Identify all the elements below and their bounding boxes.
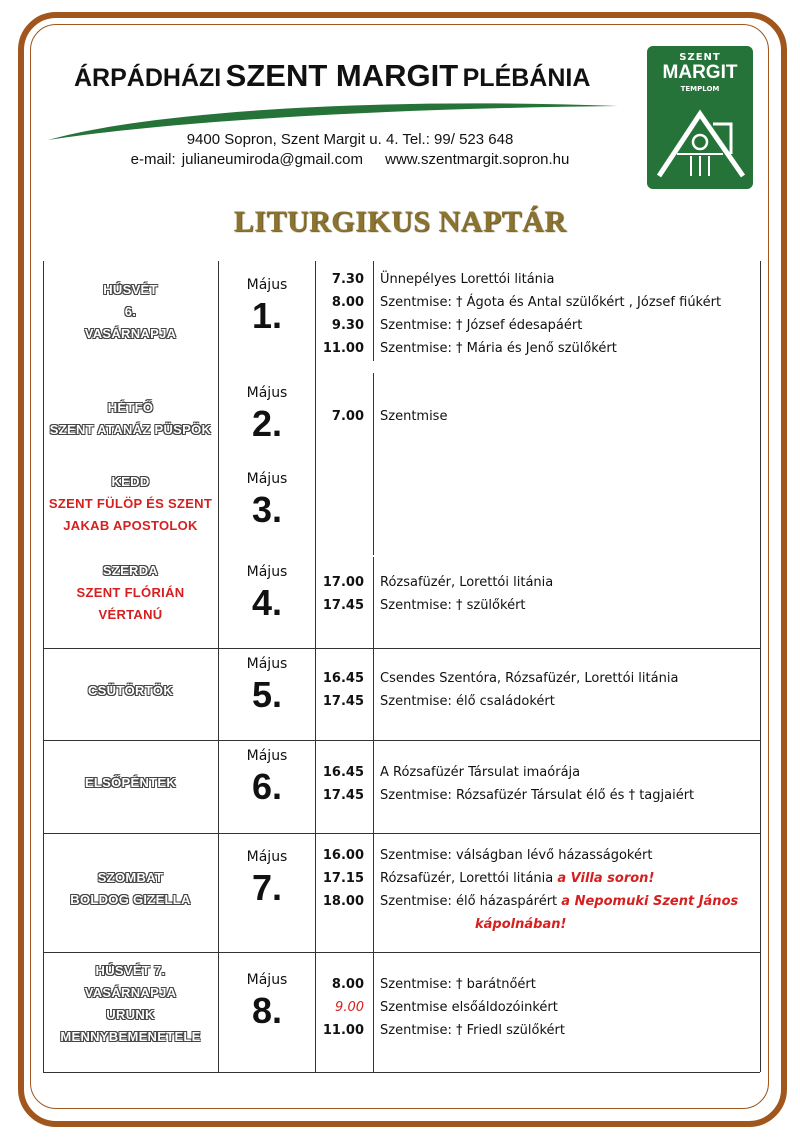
day-label-line: HÚSVÉT 7. — [95, 963, 166, 978]
day-label-line: VASÁRNAPJA — [84, 326, 177, 341]
event-time: 8.00 — [331, 295, 364, 310]
event-line — [315, 845, 760, 867]
table-rule — [43, 833, 760, 834]
event-desc — [380, 269, 760, 291]
event-line — [315, 292, 760, 314]
website: www.szentmargit.sopron.hu — [385, 151, 570, 168]
event-desc — [380, 595, 760, 617]
event-desc-text: Ünnepélyes Lorettói litánia — [380, 272, 555, 287]
event-line — [315, 868, 760, 890]
table-rule — [43, 1072, 760, 1073]
event-line — [315, 269, 760, 291]
day-label-line: URUNK — [106, 1007, 155, 1022]
event-line — [315, 974, 760, 996]
event-line — [315, 785, 760, 807]
day-label-line: HÉTFŐ — [107, 400, 154, 415]
date-number: 5. — [251, 674, 283, 715]
event-time: 16.00 — [322, 848, 364, 863]
event-desc-text: Csendes Szentóra, Rózsafüzér, Lorettói litánia — [380, 671, 679, 686]
table-rule — [373, 373, 374, 555]
email: e-mail: julianeumiroda@gmail.com — [130, 151, 363, 168]
table-rule — [43, 261, 44, 1072]
event-time: 8.00 — [331, 977, 364, 992]
event-line — [315, 338, 760, 360]
table-rule — [43, 648, 760, 649]
parish-title — [74, 58, 614, 94]
event-desc — [380, 292, 760, 314]
table-rule — [760, 261, 761, 1072]
event-line — [315, 914, 760, 936]
month-label: Május — [246, 471, 288, 487]
event-desc — [380, 997, 760, 1019]
event-time: 16.45 — [322, 671, 364, 686]
event-desc — [380, 785, 760, 807]
event-line — [315, 891, 760, 913]
calendar-table — [43, 261, 760, 1072]
event-time: 17.45 — [322, 598, 364, 613]
table-rule — [43, 952, 760, 953]
event-line — [315, 668, 760, 690]
day-label-line: BOLDOG GIZELLA — [70, 892, 191, 907]
day-label — [43, 397, 218, 441]
event-desc — [380, 406, 760, 428]
day-label — [43, 960, 218, 1048]
calendar-row — [43, 648, 760, 740]
day-label-line: MENNYBEMENETELE — [60, 1029, 201, 1044]
date-number: 6. — [251, 766, 283, 807]
event-desc — [380, 974, 760, 996]
event-line — [315, 595, 760, 617]
day-label — [43, 560, 218, 626]
event-desc — [380, 315, 760, 337]
month-label: Május — [246, 277, 288, 293]
event-desc — [380, 691, 760, 713]
day-label-line: HÚSVÉT — [103, 282, 158, 297]
table-rule — [373, 557, 374, 1072]
event-line — [315, 997, 760, 1019]
table-rule — [373, 261, 374, 361]
day-label-line: SZENT FLÓRIÁN — [76, 585, 185, 600]
table-rule — [315, 261, 316, 1072]
event-time: 17.00 — [322, 575, 364, 590]
table-rule — [43, 740, 760, 741]
calendar-row — [43, 740, 760, 833]
event-desc — [380, 338, 760, 360]
event-desc-text: Szentmise: † József édesapáért — [380, 318, 583, 333]
event-line — [315, 315, 760, 337]
event-desc-text: A Rózsafüzér Társulat imaórája — [380, 765, 581, 780]
calendar-row — [43, 461, 760, 556]
event-location-note: a Villa soron! — [557, 871, 655, 886]
calendar-row — [43, 371, 760, 461]
day-label-line: ELSŐPÉNTEK — [84, 775, 177, 790]
month-label: Május — [246, 385, 288, 401]
logo-line-2: MARGIT — [662, 62, 738, 83]
event-time: 9.30 — [331, 318, 364, 333]
month-label: Május — [246, 564, 288, 580]
title-prefix: ÁRPÁDHÁZI — [74, 64, 222, 92]
event-desc-text: Szentmise: † barátnőért — [380, 977, 536, 992]
month-label: Május — [246, 972, 288, 988]
day-label-line: VASÁRNAPJA — [84, 985, 177, 1000]
event-time: 17.45 — [322, 694, 364, 709]
day-label-line: SZOMBAT — [97, 870, 164, 885]
event-location-note: kápolnában! — [475, 917, 567, 932]
event-time: 16.45 — [322, 765, 364, 780]
date-number: 1. — [251, 295, 283, 336]
day-label-line: SZENT FÜLÖP ÉS SZENT — [48, 496, 213, 511]
calendar-row — [43, 261, 760, 371]
event-desc-text: Szentmise: † Mária és Jenő szülőkért — [380, 341, 617, 356]
event-time: 18.00 — [322, 894, 364, 909]
event-line — [315, 572, 760, 594]
date-number: 3. — [251, 489, 283, 530]
event-line — [315, 762, 760, 784]
day-label-line: KEDD — [111, 474, 150, 489]
day-label-line: SZENT ATANÁZ PÜSPÖK — [49, 422, 212, 437]
event-time: 7.30 — [331, 272, 364, 287]
event-desc — [475, 914, 800, 936]
day-label — [43, 471, 218, 537]
event-desc-text: Szentmise elsőáldozóinkért — [380, 1000, 558, 1015]
day-label-line: JAKAB APOSTOLOK — [63, 518, 198, 533]
event-line — [315, 691, 760, 713]
table-rule — [218, 261, 219, 1072]
date-number: 7. — [251, 867, 283, 908]
event-desc-text: Rózsafüzér, Lorettói litánia — [380, 871, 558, 886]
event-time: 17.45 — [322, 788, 364, 803]
event-time: 11.00 — [322, 341, 364, 356]
calendar-row — [43, 952, 760, 1072]
date-number: 8. — [251, 990, 283, 1031]
day-label — [43, 772, 218, 794]
event-time: 7.00 — [331, 409, 364, 424]
event-desc — [380, 868, 760, 890]
month-label: Május — [246, 849, 288, 865]
address: 9400 Sopron, Szent Margit u. 4. Tel.: 99/ 523 648 — [186, 131, 514, 148]
day-label — [43, 867, 218, 911]
event-desc-text: Szentmise: élő házaspárért — [380, 894, 562, 909]
event-desc-text: Rózsafüzér, Lorettói litánia — [380, 575, 554, 590]
event-desc — [380, 762, 760, 784]
event-time: 9.00 — [335, 1000, 364, 1015]
event-desc — [380, 1020, 760, 1042]
event-line — [315, 406, 760, 428]
day-label-line: CSÜTÖRTÖK — [87, 683, 174, 698]
event-desc-text: Szentmise: † Ágota és Antal szülőkért , József fiúkért — [380, 295, 722, 310]
day-label-line: SZERDA — [102, 563, 159, 578]
month-label: Május — [246, 656, 288, 672]
date-number: 4. — [251, 582, 283, 623]
event-desc — [380, 668, 760, 690]
contact-line — [100, 151, 600, 168]
day-label-line: VÉRTANÚ — [98, 607, 163, 622]
event-desc-text: Szentmise: válságban lévő házasságokért — [380, 848, 653, 863]
day-label — [43, 279, 218, 345]
church-logo — [647, 46, 753, 189]
month-label: Május — [246, 748, 288, 764]
logo-line-1: SZENT — [679, 52, 721, 63]
event-time: 11.00 — [322, 1023, 364, 1038]
event-location-note: a Nepomuki Szent János — [561, 894, 739, 909]
event-desc — [380, 891, 760, 913]
event-time: 17.15 — [322, 871, 364, 886]
title-suffix: PLÉBÁNIA — [462, 64, 591, 92]
event-desc-text: Szentmise: Rózsafüzér Társulat élő és † tagjaiért — [380, 788, 695, 803]
calendar-title: LITURGIKUS NAPTÁR — [233, 205, 567, 238]
day-label-line: 6. — [124, 304, 137, 319]
event-desc-text: Szentmise: † Friedl szülőkért — [380, 1023, 565, 1038]
event-desc-text: Szentmise: élő családokért — [380, 694, 555, 709]
event-desc-text: Szentmise — [380, 409, 448, 424]
day-label — [43, 680, 218, 702]
church-icon — [647, 94, 753, 189]
event-desc — [380, 572, 760, 594]
date-number: 2. — [251, 403, 283, 444]
calendar-row — [43, 833, 760, 952]
event-line — [315, 1020, 760, 1042]
logo-line-3: TEMPLOM — [680, 85, 720, 93]
calendar-row — [43, 556, 760, 648]
event-desc — [380, 845, 760, 867]
event-desc-text: Szentmise: † szülőkért — [380, 598, 526, 613]
title-main: SZENT MARGIT — [225, 58, 459, 93]
